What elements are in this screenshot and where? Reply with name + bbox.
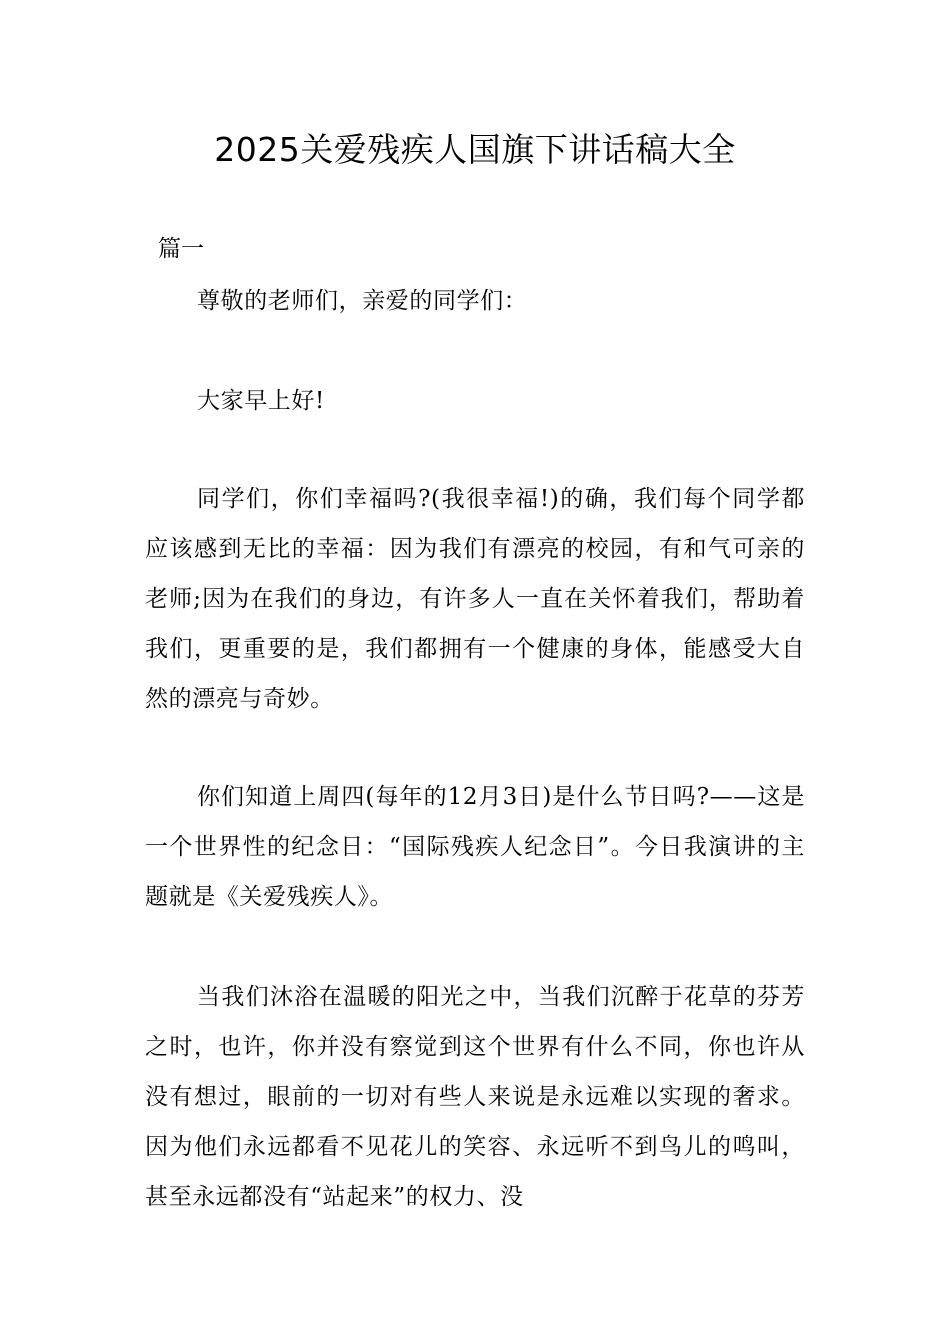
paragraph-disability-day: 你们知道上周四(每年的12月3日)是什么节日吗?——这是一个世界性的纪念日：“国际残疾人纪念日”。今日我演讲的主题就是《关爱残疾人》。 (145, 784, 805, 910)
document-title: 2025关爱残疾人国旗下讲话稿大全 (214, 130, 736, 169)
paragraph-good-morning: 大家早上好! (197, 388, 325, 414)
paragraph-happiness: 同学们，你们幸福吗?(我很幸福!)的确，我们每个同学都应该感到无比的幸福：因为我们有漂亮的校园，有和气可亲的老师;因为在我们的身边，有许多人一直在关怀着我们，帮助着我们，更重要的是，我们都拥有一个健康的身体，能感受大自然的漂亮与奇妙。 (145, 486, 805, 712)
paragraph-greeting: 尊敬的老师们，亲爱的同学们： (197, 288, 528, 314)
section-label: 篇一 (158, 236, 204, 262)
paragraph-sunshine: 当我们沐浴在温暖的阳光之中，当我们沉醉于花草的芬芳之时，也许，你并没有察觉到这个世界有什么不同，你也许从没有想过，眼前的一切对有些人来说是永远难以实现的奢求。因为他们永远都看不见花儿的笑容、永远听不到鸟儿的鸣叫，甚至永远都没有“站起来”的权力、没 (145, 984, 805, 1210)
